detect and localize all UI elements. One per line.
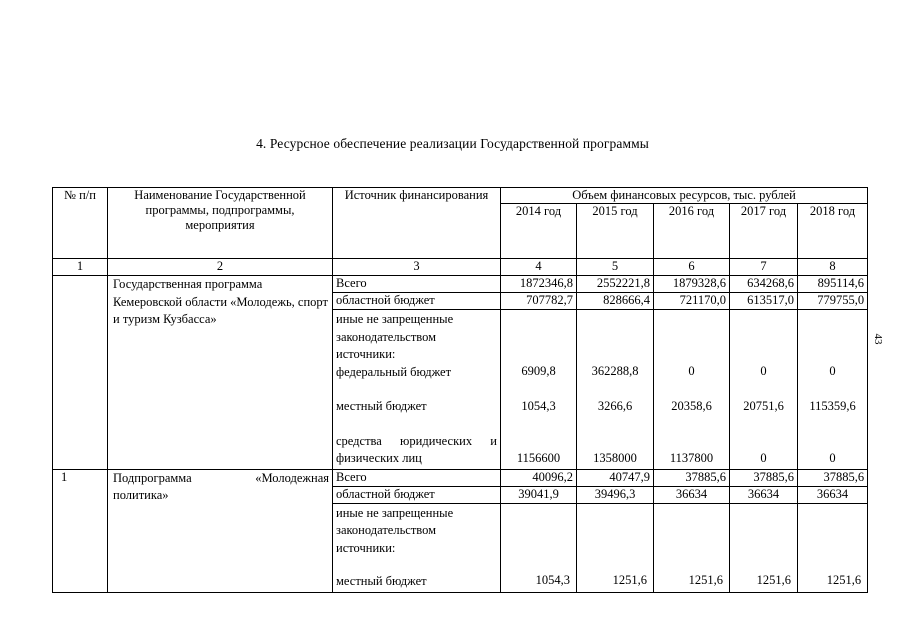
header-num: № п/п [53,188,108,259]
value-group-cell [577,310,654,470]
value-cell: 40096,2 [501,469,577,486]
value-group-cell [798,503,868,592]
source-group-cell [333,310,501,470]
value-cell: 1156600 [516,451,561,465]
value-group-cell [798,310,868,470]
other-sources-label: иные не запрещенные законодательством источники: [336,312,454,361]
value-cell: 1251,6 [756,572,791,587]
header-year: 2016 год [654,204,730,259]
source-group-cell [333,503,501,592]
value-cell: 0 [688,364,695,378]
header-source: Источник финансирования [333,188,501,259]
value-cell: 2552221,8 [577,276,654,293]
source-local: местный бюджет [336,399,427,413]
source-legal: средства юридических и физических лиц [336,433,497,465]
resource-table [52,187,868,593]
source-cell: областной бюджет [333,293,501,310]
value-cell: 36634 [798,486,868,503]
value-cell: 39496,3 [577,486,654,503]
value-cell: 6909,8 [521,364,556,378]
index-cell: 8 [798,259,868,276]
value-cell: 0 [760,451,767,465]
subprogram-name-part: политика» [113,488,169,502]
value-group-cell [654,503,730,592]
value-cell: 37885,6 [798,469,868,486]
value-cell: 0 [829,451,836,465]
value-cell: 20751,6 [743,398,784,413]
value-cell: 1251,6 [612,572,647,587]
subprogram-name-part: Подпрограмма [113,470,192,485]
value-cell: 1358000 [593,451,637,465]
subprogram-name-part: «Молодежная [255,470,329,485]
value-cell: 1054,3 [521,398,556,413]
value-cell: 0 [829,364,836,378]
index-cell: 5 [577,259,654,276]
header-year: 2018 год [798,204,868,259]
header-year: 2015 год [577,204,654,259]
index-cell: 3 [333,259,501,276]
value-cell: 1054,3 [535,572,570,587]
header-year: 2014 год [501,204,577,259]
value-cell: 707782,7 [501,293,577,310]
value-cell: 20358,6 [671,398,712,413]
page-number: 43 [872,333,884,345]
value-group-cell [501,310,577,470]
value-group-cell [730,310,798,470]
value-cell: 1872346,8 [501,276,577,293]
header-name: Наименование Государственной программы, подпрограммы, мероприятия [108,188,333,259]
index-cell: 2 [108,259,333,276]
other-sources-label: иные не запрещенные законодательством источники: [336,505,454,555]
value-cell: 1879328,6 [654,276,730,293]
source-cell: Всего [333,276,501,293]
program-num [53,276,108,470]
source-cell: областной бюджет [333,486,501,503]
value-cell: 1251,6 [826,572,862,587]
value-cell: 40747,9 [577,469,654,486]
value-cell: 895114,6 [798,276,868,293]
index-cell: 6 [654,259,730,276]
value-group-cell [730,503,798,592]
value-cell: 0 [760,364,767,378]
value-group-cell [501,503,577,592]
value-cell: 613517,0 [730,293,798,310]
subprogram-num: 1 [53,469,108,592]
value-cell: 37885,6 [730,469,798,486]
source-local: местный бюджет [336,574,427,588]
program-name: Государственная программа Кемеровской области «Молодежь, спорт и туризм Кузбасса» [108,276,333,470]
value-group-cell [577,503,654,592]
value-cell: 1137800 [669,451,714,465]
index-cell: 4 [501,259,577,276]
value-cell: 36634 [730,486,798,503]
page-title: 4. Ресурсное обеспечение реализации Государственной программы [256,136,649,151]
value-cell: 1251,6 [688,572,723,587]
value-cell: 39041,9 [501,486,577,503]
value-group-cell [654,310,730,470]
value-cell: 721170,0 [654,293,730,310]
subprogram-name [108,469,333,592]
value-cell: 115359,6 [809,398,856,413]
value-cell: 362288,8 [591,364,639,378]
source-cell: Всего [333,469,501,486]
value-cell: 36634 [654,486,730,503]
value-cell: 3266,6 [597,398,633,413]
header-year: 2017 год [730,204,798,259]
value-cell: 779755,0 [798,293,868,310]
value-cell: 634268,6 [730,276,798,293]
index-cell: 7 [730,259,798,276]
value-cell: 37885,6 [654,469,730,486]
value-cell: 828666,4 [577,293,654,310]
source-federal: федеральный бюджет [336,364,452,379]
header-volume: Объем финансовых ресурсов, тыс. рублей [501,188,868,204]
index-cell: 1 [53,259,108,276]
